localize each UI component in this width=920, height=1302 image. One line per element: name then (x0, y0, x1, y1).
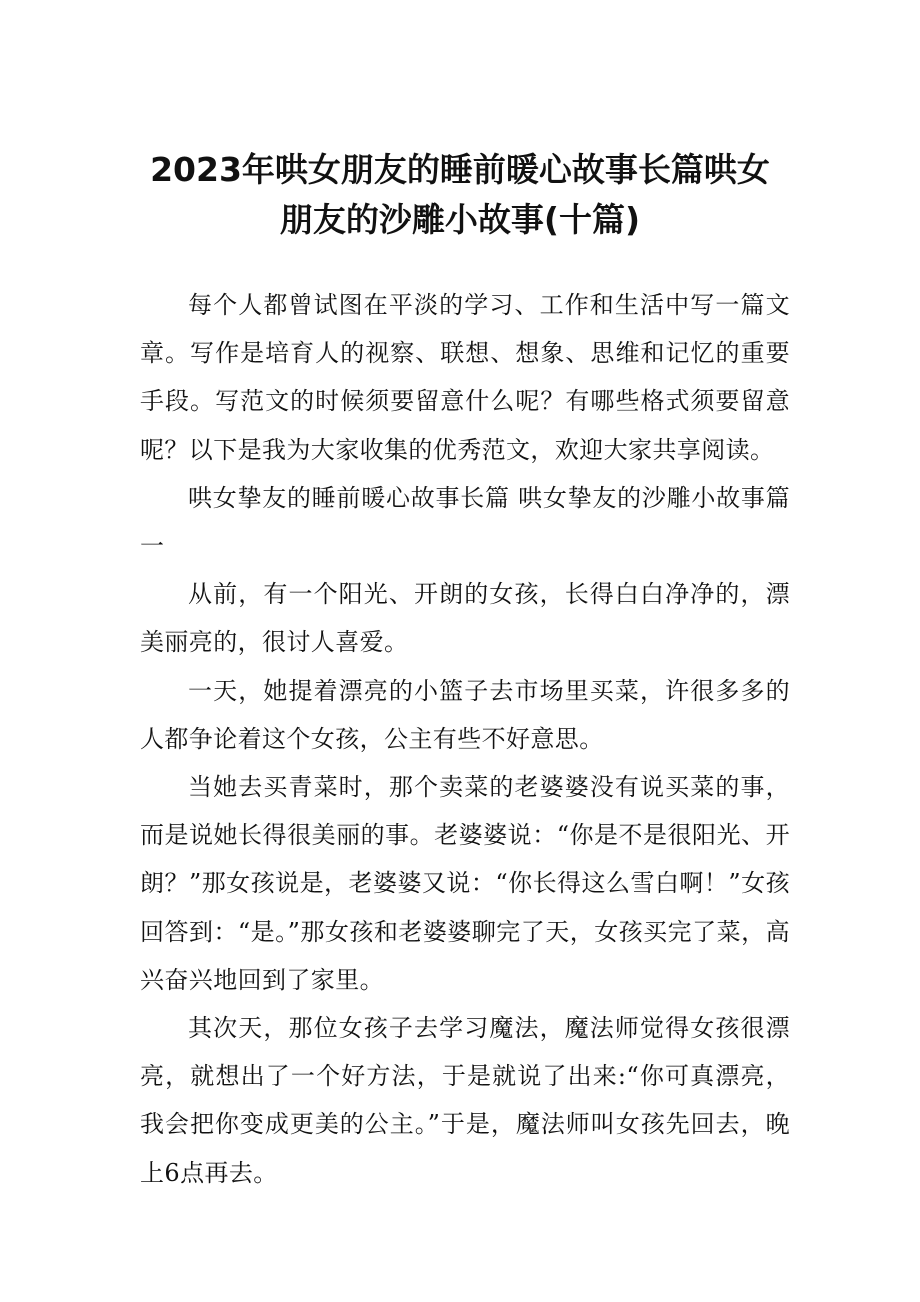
paragraph-heading: 哄女挚友的睡前暖心故事长篇 哄女挚友的沙雕小故事篇一 (140, 483, 790, 561)
title-line-1: 2023年哄女朋友的睡前暖心故事长篇哄女 (150, 150, 770, 189)
paragraph: 从前，有一个阳光、开朗的女孩，长得白白净净的，漂美丽亮的，很讨人喜爱。 (140, 580, 790, 657)
document-body (140, 281, 790, 1197)
paragraph: 一天，她提着漂亮的小篮子去市场里买菜，许很多多的人都争论着这个女孩，公主有些不好意思。 (140, 676, 790, 753)
document-title (110, 145, 810, 245)
title-line-2: 朋友的沙雕小故事(十篇) (279, 200, 641, 239)
paragraph: 当她去买青菜时，那个卖菜的老婆婆没有说买菜的事，而是说她长得很美丽的事。老婆婆说：“你是不是很阳光、开朗？”那女孩说是，老婆婆又说：“你长得这么雪白啊！”女孩回答到：“是。”那女孩和老婆婆聊完了天，女孩买完了菜，高兴奋兴地回到了家里。 (140, 773, 790, 994)
paragraph: 其次天，那位女孩子去学习魔法，魔法师觉得女孩很漂亮，就想出了一个好方法，于是就说了出来:“你可真漂亮，我会把你变成更美的公主。”于是，魔法师叫女孩先回去，晚上6点再去。 (140, 1014, 790, 1187)
paragraph-intro: 每个人都曾试图在平淡的学习、工作和生活中写一篇文章。写作是培育人的视察、联想、想象、思维和记忆的重要手段。写范文的时候须要留意什么呢？有哪些格式须要留意呢？以下是我为大家收集的优秀范文，欢迎大家共享阅读。 (140, 291, 790, 464)
